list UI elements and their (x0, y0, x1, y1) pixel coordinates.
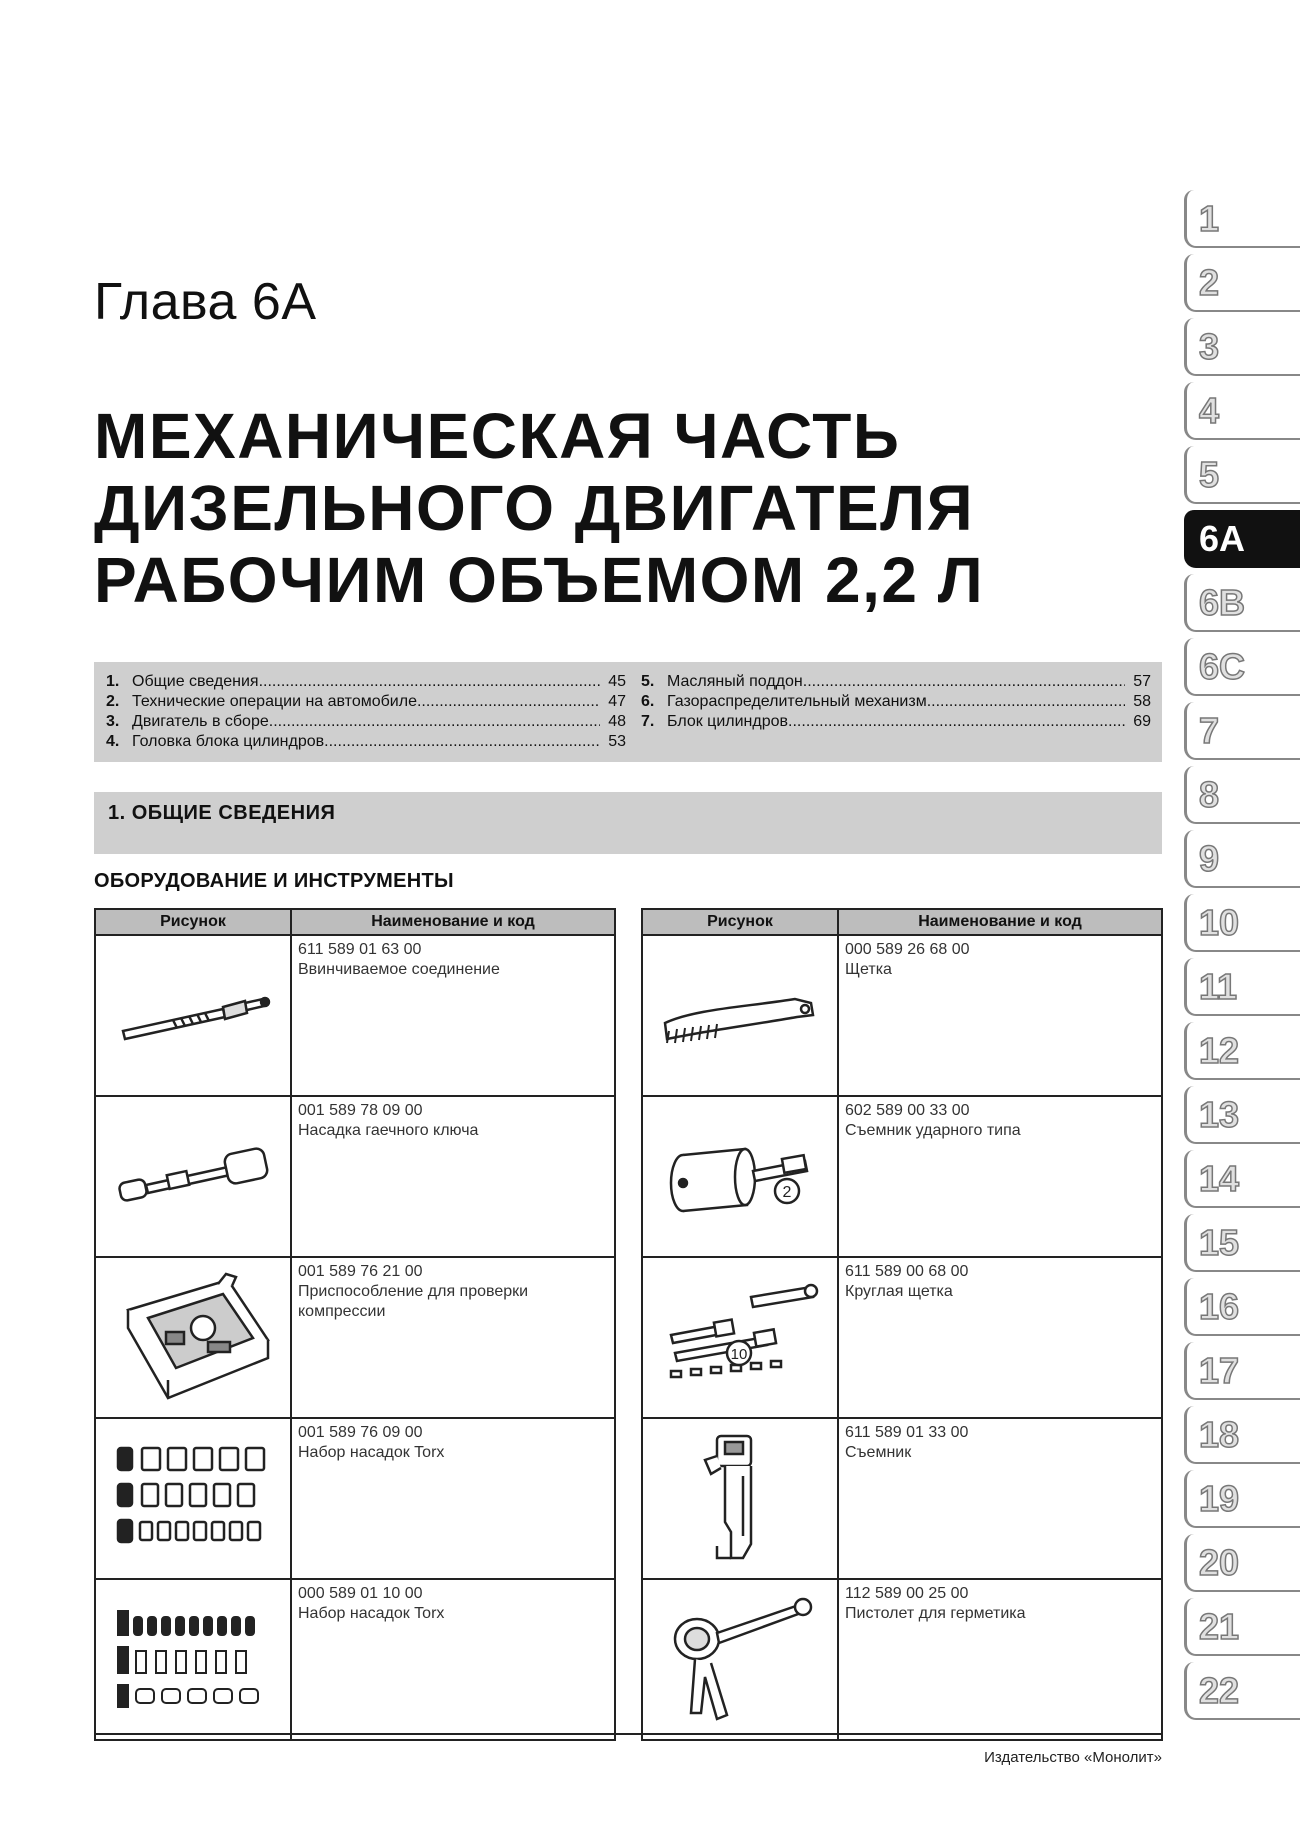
sealant-gun-icon (642, 1579, 838, 1740)
table-of-contents (94, 662, 1162, 762)
tool-code: 611 589 01 63 00 (298, 941, 422, 958)
tool-name: Щетка (845, 961, 892, 978)
chapter-tab[interactable]: 1 (1184, 190, 1300, 248)
chapter-title-line: МЕХАНИЧЕСКАЯ ЧАСТЬ (94, 400, 901, 472)
table-row (95, 1579, 615, 1740)
chapter-title (94, 400, 984, 616)
callout-number: 2 (782, 1184, 792, 1201)
toc-entry[interactable]: 7. Блок цилиндров ..... 69 (641, 712, 1151, 732)
tool-code: 001 589 76 09 00 (298, 1424, 423, 1441)
table-row (642, 1257, 1162, 1418)
toc-entry[interactable]: 4. Головка блока цилиндров ..... 53 (106, 732, 626, 752)
tool-name: Насадка гаечного ключа (298, 1122, 479, 1139)
chapter-tab[interactable]: 7 (1184, 702, 1300, 760)
publisher-credit: Издательство «Монолит» (984, 1749, 1162, 1766)
chapter-title-line: РАБОЧИМ ОБЪЕМОМ 2,2 Л (94, 544, 985, 616)
column-header-picture: Рисунок (642, 909, 838, 935)
tool-code: 611 589 00 68 00 (845, 1263, 969, 1280)
toc-column-left (106, 672, 626, 752)
chapter-tab[interactable]: 17 (1184, 1342, 1300, 1400)
table-row (95, 1257, 615, 1418)
table-row (95, 1418, 615, 1579)
torx-bit-set-icon (95, 1579, 291, 1740)
chapter-tab[interactable]: 6С (1184, 638, 1300, 696)
tools-heading: ОБОРУДОВАНИЕ И ИНСТРУМЕНТЫ (94, 870, 454, 892)
tool-name: Набор насадок Torx (298, 1605, 445, 1622)
toc-entry[interactable]: 1. Общие сведения ..... 45 (106, 672, 626, 692)
tool-name: Съемник ударного типа (845, 1122, 1021, 1139)
toc-entry[interactable]: 5. Масляный поддон ..... 57 (641, 672, 1151, 692)
tool-name: Приспособление для проверки компрессии (298, 1283, 529, 1320)
table-row (95, 1096, 615, 1257)
chapter-tab[interactable]: 22 (1184, 1662, 1300, 1720)
wrench-socket-icon (95, 1096, 291, 1257)
chapter-tab[interactable]: 16 (1184, 1278, 1300, 1336)
section-title: 1. ОБЩИЕ СВЕДЕНИЯ (108, 802, 336, 824)
tool-code: 611 589 01 33 00 (845, 1424, 969, 1441)
round-brush-icon (642, 1257, 838, 1418)
chapter-tab[interactable]: 10 (1184, 894, 1300, 952)
puller-icon (642, 1418, 838, 1579)
callout-number: 10 (730, 1346, 748, 1363)
chapter-tab[interactable]: 15 (1184, 1214, 1300, 1272)
chapter-tab[interactable]: 3 (1184, 318, 1300, 376)
tool-code: 112 589 00 25 00 (845, 1585, 969, 1602)
torx-socket-set-icon (95, 1418, 291, 1579)
chapter-label: Глава 6А (94, 273, 317, 331)
chapter-tab[interactable]: 2 (1184, 254, 1300, 312)
column-header-name: Наименование и код (291, 909, 615, 935)
tool-name: Набор насадок Torx (298, 1444, 445, 1461)
chapter-tab[interactable]: 14 (1184, 1150, 1300, 1208)
tool-name: Съемник (845, 1444, 912, 1461)
chapter-tab[interactable]: 9 (1184, 830, 1300, 888)
screw-connector-icon (95, 935, 291, 1096)
chapter-title-line: ДИЗЕЛЬНОГО ДВИГАТЕЛЯ (94, 472, 975, 544)
chapter-tab[interactable]: 8 (1184, 766, 1300, 824)
tool-name: Пистолет для герметика (845, 1605, 1026, 1622)
tool-code: 000 589 01 10 00 (298, 1585, 423, 1602)
tool-code: 602 589 00 33 00 (845, 1102, 970, 1119)
chapter-tab[interactable]: 18 (1184, 1406, 1300, 1464)
chapter-tab[interactable]: 13 (1184, 1086, 1300, 1144)
chapter-tab-active[interactable]: 6А (1184, 510, 1300, 568)
tool-code: 000 589 26 68 00 (845, 941, 970, 958)
tool-name: Круглая щетка (845, 1283, 953, 1300)
chapter-tab[interactable]: 5 (1184, 446, 1300, 504)
toc-column-right (641, 672, 1151, 732)
chapter-tab[interactable]: 12 (1184, 1022, 1300, 1080)
table-row (642, 935, 1162, 1096)
chapter-tab[interactable]: 19 (1184, 1470, 1300, 1528)
toc-entry[interactable]: 6. Газораспределительный механизм ..... 58 (641, 692, 1151, 712)
tool-code: 001 589 76 21 00 (298, 1263, 423, 1280)
chapter-tab[interactable]: 4 (1184, 382, 1300, 440)
footer-divider (94, 1733, 1162, 1735)
wire-brush-icon (642, 935, 838, 1096)
section-header (94, 792, 1162, 854)
slide-hammer-icon (642, 1096, 838, 1257)
chapter-tab[interactable]: 6В (1184, 574, 1300, 632)
table-row (95, 935, 615, 1096)
column-header-name: Наименование и код (838, 909, 1162, 935)
table-row (642, 1096, 1162, 1257)
tools-table-left (94, 908, 616, 1741)
column-header-picture: Рисунок (95, 909, 291, 935)
chapter-tab[interactable]: 21 (1184, 1598, 1300, 1656)
tool-name: Ввинчиваемое соединение (298, 961, 500, 978)
chapter-tab[interactable]: 20 (1184, 1534, 1300, 1592)
compression-tester-case-icon (95, 1257, 291, 1418)
toc-entry[interactable]: 3. Двигатель в сборе ..... 48 (106, 712, 626, 732)
toc-entry[interactable]: 2. Технические операции на автомобиле ..... 47 (106, 692, 626, 712)
chapter-tab[interactable]: 11 (1184, 958, 1300, 1016)
tools-table-right (641, 908, 1163, 1741)
table-row (642, 1418, 1162, 1579)
tool-code: 001 589 78 09 00 (298, 1102, 423, 1119)
table-row (642, 1579, 1162, 1740)
